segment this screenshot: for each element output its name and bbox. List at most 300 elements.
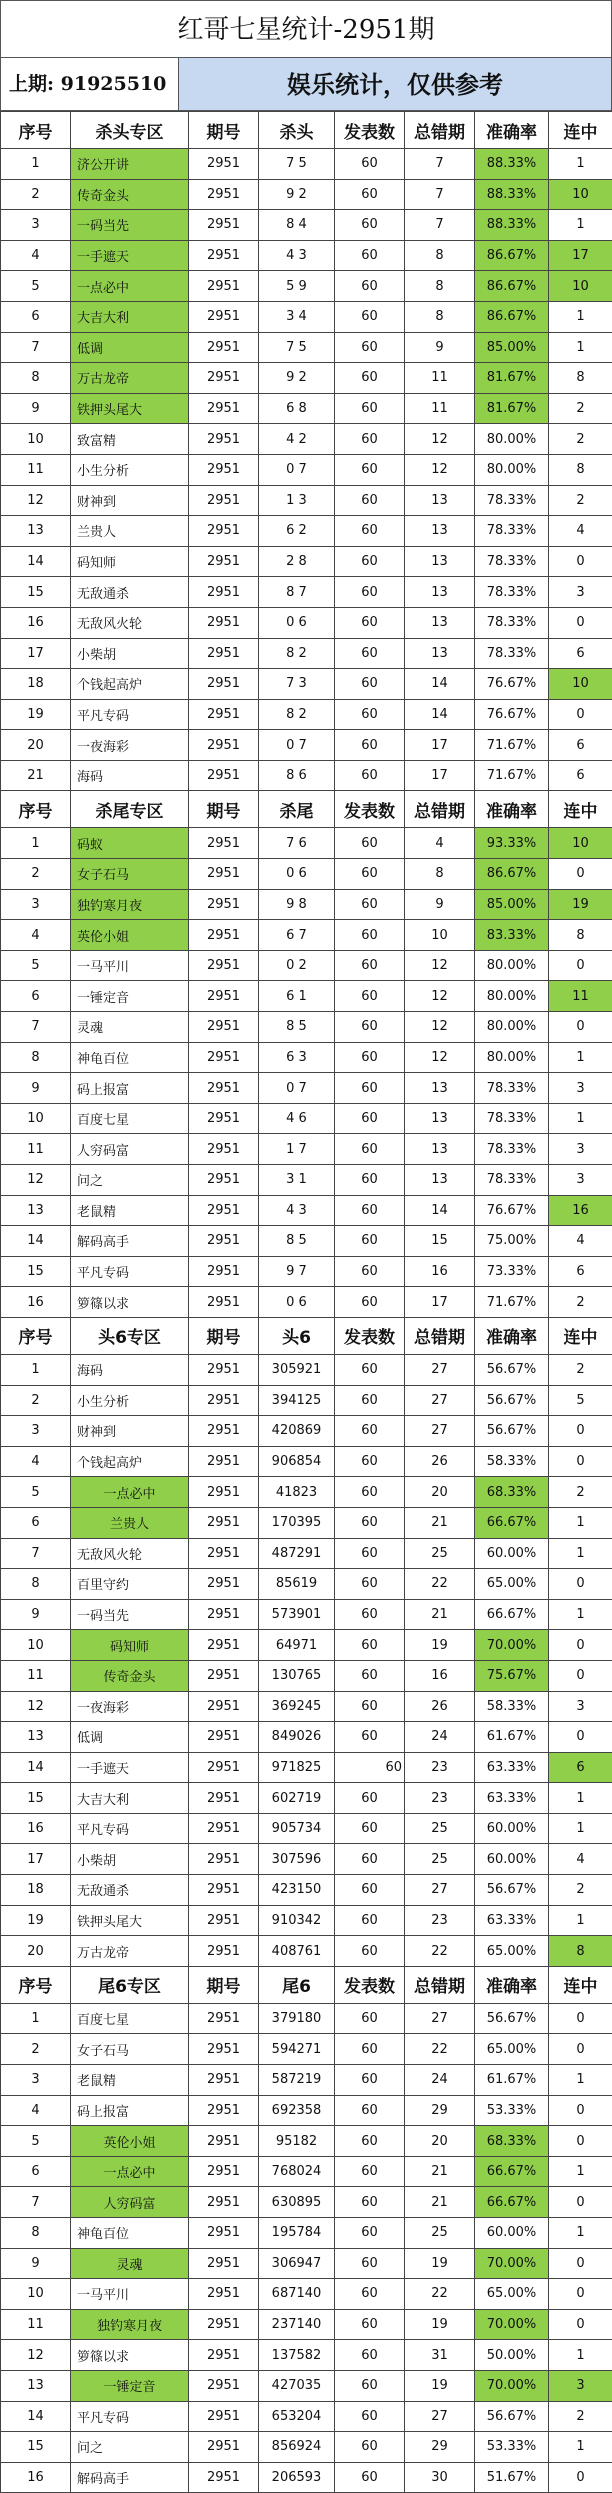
header-issue: 期号 [189,791,259,828]
accuracy-rate: 63.33% [475,1783,549,1814]
predictor-name: 平凡专码 [71,2401,189,2432]
table-row [1,301,612,332]
prediction-value: 7 3 [259,669,335,700]
error-count: 23 [405,1783,475,1814]
predictor-name: 百里守约 [71,1569,189,1600]
header-streak: 连中 [549,1317,612,1354]
predictor-name: 神龟百位 [71,2218,189,2249]
prediction-value: 6 1 [259,981,335,1012]
header-posts: 发表数 [335,112,405,149]
issue-number: 2951 [189,2156,259,2187]
predictor-name: 传奇金头 [71,179,189,210]
table-row [1,1569,612,1600]
accuracy-rate: 78.33% [475,485,549,516]
issue-number: 2951 [189,1477,259,1508]
table-row [1,1477,612,1508]
prediction-value: 195784 [259,2218,335,2249]
row-number: 13 [1,1195,71,1226]
predictor-name: 一手遮天 [71,1752,189,1783]
header-errors: 总错期 [405,1317,475,1354]
post-count: 60 [335,2309,405,2340]
row-number: 19 [1,1905,71,1936]
prediction-value: 3 1 [259,1165,335,1196]
win-streak: 10 [549,179,612,210]
error-count: 16 [405,1660,475,1691]
table-row [1,1752,612,1783]
error-count: 24 [405,2065,475,2096]
win-streak: 0 [549,1012,612,1043]
issue-number: 2951 [189,1660,259,1691]
prediction-value: 4 6 [259,1103,335,1134]
predictor-name: 大吉大利 [71,301,189,332]
predictor-name: 码上报富 [71,2095,189,2126]
win-streak: 2 [549,1354,612,1385]
prediction-value: 856924 [259,2432,335,2463]
win-streak: 2 [549,2401,612,2432]
prediction-value: 692358 [259,2095,335,2126]
post-count: 60 [335,1416,405,1447]
predictor-name: 人穷码富 [71,1134,189,1165]
header-accuracy: 准确率 [475,112,549,149]
header-errors: 总错期 [405,112,475,149]
predictor-name: 百度七星 [71,1103,189,1134]
prediction-value: 0 6 [259,1287,335,1318]
win-streak: 1 [549,1538,612,1569]
accuracy-rate: 80.00% [475,981,549,1012]
row-number: 8 [1,363,71,394]
post-count: 60 [335,1875,405,1906]
error-count: 13 [405,546,475,577]
header-accuracy: 准确率 [475,1966,549,2003]
post-count: 60 [335,1691,405,1722]
predictor-name: 海码 [71,760,189,791]
prediction-value: 305921 [259,1354,335,1385]
table-row [1,2279,612,2310]
predictor-name: 低调 [71,1722,189,1753]
predictor-name: 神龟百位 [71,1042,189,1073]
table-row [1,2248,612,2279]
accuracy-rate: 61.67% [475,1722,549,1753]
table-row [1,2095,612,2126]
accuracy-rate: 80.00% [475,424,549,455]
issue-number: 2951 [189,1012,259,1043]
win-streak: 0 [549,1722,612,1753]
error-count: 25 [405,1844,475,1875]
accuracy-rate: 93.33% [475,828,549,859]
accuracy-rate: 78.33% [475,1165,549,1196]
error-count: 14 [405,1195,475,1226]
error-count: 13 [405,1073,475,1104]
post-count: 60 [335,2401,405,2432]
row-number: 9 [1,393,71,424]
accuracy-rate: 75.00% [475,1226,549,1257]
accuracy-rate: 76.67% [475,1195,549,1226]
table-row [1,699,612,730]
post-count: 60 [335,889,405,920]
issue-number: 2951 [189,2432,259,2463]
table-row [1,516,612,547]
win-streak: 3 [549,1165,612,1196]
accuracy-rate: 85.00% [475,889,549,920]
post-count: 60 [335,1385,405,1416]
win-streak: 0 [549,2126,612,2157]
prediction-value: 4 3 [259,1195,335,1226]
prediction-value: 41823 [259,1477,335,1508]
table-row [1,2462,612,2493]
table-row [1,1385,612,1416]
prediction-value: 420869 [259,1416,335,1447]
post-count: 60 [335,2432,405,2463]
accuracy-rate: 53.33% [475,2095,549,2126]
issue-number: 2951 [189,828,259,859]
table-row [1,454,612,485]
issue-number: 2951 [189,393,259,424]
accuracy-rate: 78.33% [475,1134,549,1165]
issue-number: 2951 [189,1287,259,1318]
win-streak: 10 [549,669,612,700]
accuracy-rate: 86.67% [475,859,549,890]
table-row [1,669,612,700]
header-no: 序号 [1,112,71,149]
accuracy-rate: 68.33% [475,2126,549,2157]
prediction-value: 8 2 [259,699,335,730]
header-no: 序号 [1,791,71,828]
post-count: 60 [335,363,405,394]
issue-number: 2951 [189,301,259,332]
prediction-value: 9 7 [259,1256,335,1287]
row-number: 9 [1,1073,71,1104]
row-number: 14 [1,1752,71,1783]
error-count: 7 [405,179,475,210]
post-count: 60 [335,1287,405,1318]
post-count: 60 [335,1752,405,1783]
post-count: 60 [335,546,405,577]
issue-number: 2951 [189,950,259,981]
section-header-row [1,791,612,828]
error-count: 12 [405,424,475,455]
table-row [1,859,612,890]
win-streak: 1 [549,332,612,363]
table-row [1,1042,612,1073]
predictor-name: 兰贵人 [71,1507,189,1538]
row-number: 8 [1,2218,71,2249]
issue-number: 2951 [189,1354,259,1385]
accuracy-rate: 61.67% [475,2065,549,2096]
issue-number: 2951 [189,1844,259,1875]
issue-number: 2951 [189,2309,259,2340]
issue-number: 2951 [189,2248,259,2279]
row-number: 14 [1,2401,71,2432]
error-count: 23 [405,1905,475,1936]
error-count: 27 [405,1385,475,1416]
prediction-value: 85619 [259,1569,335,1600]
win-streak: 1 [549,1813,612,1844]
row-number: 4 [1,1446,71,1477]
prediction-value: 2 8 [259,546,335,577]
predictor-name: 无敌风火轮 [71,1538,189,1569]
prediction-value: 137582 [259,2340,335,2371]
error-count: 29 [405,2095,475,2126]
row-number: 12 [1,1691,71,1722]
win-streak: 1 [549,149,612,180]
predictor-name: 英伦小姐 [71,2126,189,2157]
table-row [1,1875,612,1906]
accuracy-rate: 73.33% [475,1256,549,1287]
header-accuracy: 准确率 [475,1317,549,1354]
predictor-name: 问之 [71,2432,189,2463]
predictor-name: 小柴胡 [71,638,189,669]
table-row [1,1416,612,1447]
prediction-value: 587219 [259,2065,335,2096]
stats-table-body [1,112,612,2493]
row-number: 2 [1,2034,71,2065]
issue-number: 2951 [189,760,259,791]
issue-number: 2951 [189,179,259,210]
issue-number: 2951 [189,981,259,1012]
prediction-value: 427035 [259,2370,335,2401]
row-number: 10 [1,1630,71,1661]
issue-number: 2951 [189,607,259,638]
error-count: 13 [405,516,475,547]
stats-table [0,111,612,2493]
issue-number: 2951 [189,1813,259,1844]
error-count: 27 [405,1416,475,1447]
predictor-name: 人穷码富 [71,2187,189,2218]
post-count: 60 [335,1569,405,1600]
table-row [1,271,612,302]
header-zone: 杀尾专区 [71,791,189,828]
win-streak: 3 [549,2370,612,2401]
table-row [1,2065,612,2096]
header-errors: 总错期 [405,1966,475,2003]
accuracy-rate: 63.33% [475,1752,549,1783]
header-streak: 连中 [549,1966,612,2003]
error-count: 17 [405,1287,475,1318]
win-streak: 0 [549,2095,612,2126]
post-count: 60 [335,638,405,669]
table-row [1,607,612,638]
accuracy-rate: 86.67% [475,301,549,332]
error-count: 14 [405,669,475,700]
predictor-name: 财神到 [71,1416,189,1447]
table-row [1,363,612,394]
post-count: 60 [335,699,405,730]
predictor-name: 无敌风火轮 [71,607,189,638]
header-value: 尾6 [259,1966,335,2003]
prediction-value: 206593 [259,2462,335,2493]
error-count: 31 [405,2340,475,2371]
error-count: 22 [405,1936,475,1967]
predictor-name: 一锤定音 [71,2370,189,2401]
section-header-row [1,1966,612,2003]
table-row [1,1813,612,1844]
row-number: 19 [1,699,71,730]
post-count: 60 [335,920,405,951]
post-count: 60 [335,516,405,547]
accuracy-rate: 66.67% [475,2156,549,2187]
issue-number: 2951 [189,271,259,302]
error-count: 8 [405,301,475,332]
table-row [1,1660,612,1691]
issue-number: 2951 [189,2401,259,2432]
error-count: 13 [405,1165,475,1196]
win-streak: 10 [549,828,612,859]
table-row [1,1226,612,1257]
header-value: 杀尾 [259,791,335,828]
issue-number: 2951 [189,149,259,180]
row-number: 2 [1,859,71,890]
win-streak: 17 [549,240,612,271]
post-count: 60 [335,2126,405,2157]
win-streak: 0 [549,546,612,577]
error-count: 22 [405,2279,475,2310]
table-row [1,1722,612,1753]
post-count: 60 [335,210,405,241]
header-no: 序号 [1,1966,71,2003]
predictor-name: 一手遮天 [71,240,189,271]
error-count: 17 [405,760,475,791]
error-count: 27 [405,2003,475,2034]
prediction-value: 0 2 [259,950,335,981]
accuracy-rate: 86.67% [475,240,549,271]
accuracy-rate: 51.67% [475,2462,549,2493]
issue-number: 2951 [189,2462,259,2493]
error-count: 12 [405,454,475,485]
post-count: 60 [335,179,405,210]
accuracy-rate: 56.67% [475,2401,549,2432]
win-streak: 8 [549,920,612,951]
accuracy-rate: 78.33% [475,638,549,669]
predictor-name: 平凡专码 [71,699,189,730]
accuracy-rate: 53.33% [475,2432,549,2463]
header-posts: 发表数 [335,1966,405,2003]
error-count: 20 [405,2126,475,2157]
row-number: 5 [1,271,71,302]
table-row [1,950,612,981]
issue-number: 2951 [189,485,259,516]
table-row [1,1073,612,1104]
post-count: 60 [335,828,405,859]
prediction-value: 5 9 [259,271,335,302]
win-streak: 2 [549,1875,612,1906]
row-number: 16 [1,1813,71,1844]
predictor-name: 铁押头尾大 [71,393,189,424]
issue-number: 2951 [189,859,259,890]
table-row [1,1936,612,1967]
error-count: 21 [405,2156,475,2187]
issue-number: 2951 [189,669,259,700]
issue-number: 2951 [189,1538,259,1569]
issue-number: 2951 [189,332,259,363]
predictor-name: 财神到 [71,485,189,516]
prediction-value: 64971 [259,1630,335,1661]
predictor-name: 一码当先 [71,210,189,241]
accuracy-rate: 56.67% [475,2003,549,2034]
row-number: 4 [1,2095,71,2126]
accuracy-rate: 75.67% [475,1660,549,1691]
error-count: 7 [405,210,475,241]
error-count: 21 [405,1507,475,1538]
issue-number: 2951 [189,1630,259,1661]
error-count: 27 [405,2401,475,2432]
win-streak: 1 [549,2218,612,2249]
row-number: 7 [1,1538,71,1569]
issue-number: 2951 [189,516,259,547]
table-row [1,1446,612,1477]
win-streak: 1 [549,1507,612,1538]
table-row [1,1354,612,1385]
accuracy-rate: 80.00% [475,454,549,485]
prediction-value: 6 2 [259,516,335,547]
prediction-value: 130765 [259,1660,335,1691]
predictor-name: 百度七星 [71,2003,189,2034]
row-number: 11 [1,1134,71,1165]
table-row [1,1905,612,1936]
predictor-name: 女子石马 [71,2034,189,2065]
table-row [1,1630,612,1661]
table-row [1,1012,612,1043]
post-count: 60 [335,1226,405,1257]
win-streak: 1 [549,2065,612,2096]
issue-number: 2951 [189,1256,259,1287]
win-streak: 6 [549,1752,612,1783]
error-count: 21 [405,1599,475,1630]
prediction-value: 687140 [259,2279,335,2310]
win-streak: 2 [549,485,612,516]
table-row [1,730,612,761]
issue-number: 2951 [189,210,259,241]
table-row [1,2156,612,2187]
row-number: 1 [1,2003,71,2034]
post-count: 60 [335,1630,405,1661]
win-streak: 8 [549,1936,612,1967]
win-streak: 1 [549,1599,612,1630]
accuracy-rate: 65.00% [475,2279,549,2310]
error-count: 19 [405,2309,475,2340]
win-streak: 0 [549,1630,612,1661]
predictor-name: 英伦小姐 [71,920,189,951]
post-count: 60 [335,1813,405,1844]
win-streak: 0 [549,2034,612,2065]
win-streak: 0 [549,859,612,890]
issue-number: 2951 [189,2034,259,2065]
issue-number: 2951 [189,699,259,730]
row-number: 3 [1,1416,71,1447]
row-number: 11 [1,2309,71,2340]
win-streak: 0 [549,607,612,638]
win-streak: 4 [549,1226,612,1257]
win-streak: 2 [549,393,612,424]
accuracy-rate: 76.67% [475,669,549,700]
row-number: 16 [1,1287,71,1318]
table-row [1,638,612,669]
post-count: 60 [335,950,405,981]
error-count: 25 [405,1538,475,1569]
post-count: 60 [335,2156,405,2187]
issue-number: 2951 [189,2370,259,2401]
win-streak: 1 [549,301,612,332]
win-streak: 16 [549,1195,612,1226]
accuracy-rate: 71.67% [475,760,549,791]
win-streak: 0 [549,2003,612,2034]
win-streak: 11 [549,981,612,1012]
post-count: 60 [335,1134,405,1165]
issue-number: 2951 [189,1905,259,1936]
prediction-value: 6 7 [259,920,335,951]
error-count: 12 [405,1042,475,1073]
post-count: 60 [335,332,405,363]
accuracy-rate: 80.00% [475,1012,549,1043]
